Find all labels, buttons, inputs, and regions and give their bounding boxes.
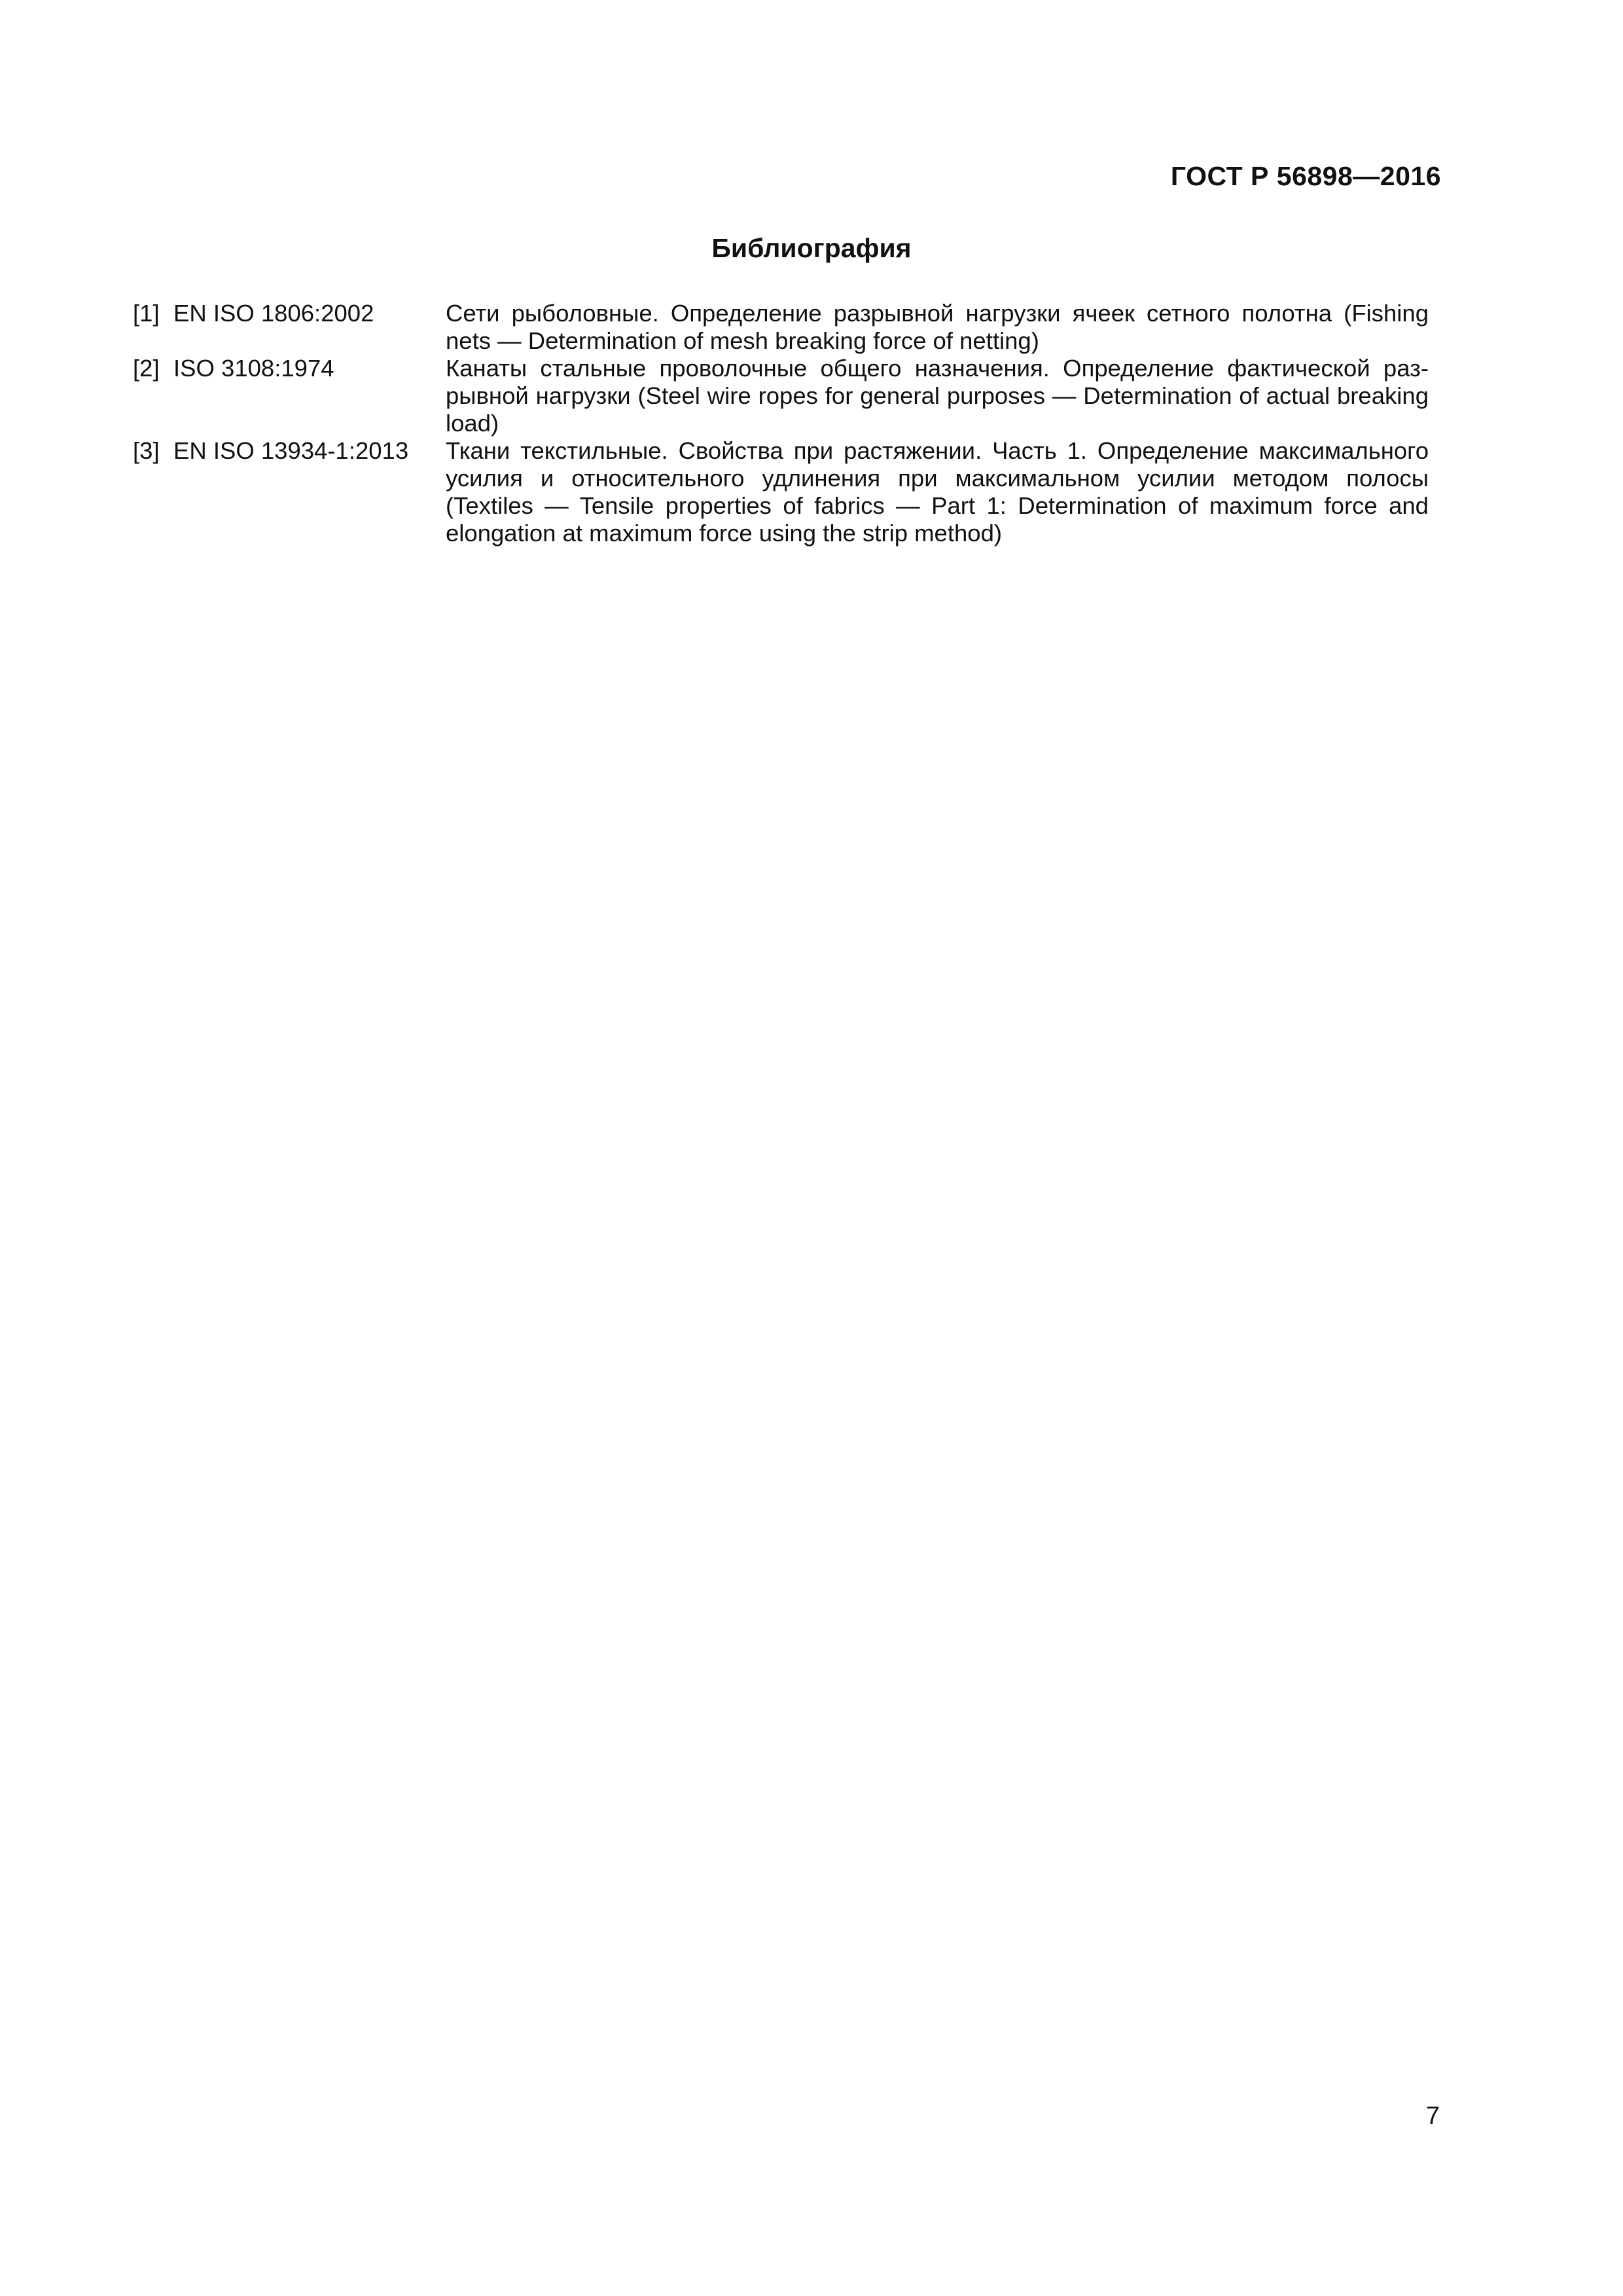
- entry-title: Канаты стальные проволочные общего назначения. Определение фактической разрывной нагрузки (Steel wire ropes for general purposes — Determination of actual breaking load): [446, 355, 1429, 437]
- entry-title: Ткани текстильные. Свойства при растяжении. Часть 1. Определение максимального усилия и относительного удлинения при максимальном усилии методом полосы (Textiles — Tensile properties of fabrics — Part 1: Determination of maximum force and elongation at maximum force using the strip method): [446, 437, 1429, 547]
- bibliography-entry: [133, 300, 1432, 355]
- bibliography-title: Библиография: [711, 233, 912, 263]
- bibliography-entry: [133, 355, 1432, 437]
- page-number: 7: [1425, 2102, 1440, 2130]
- entry-standard-code: ISO 3108:1974: [173, 355, 334, 382]
- entry-number: [2]: [133, 355, 160, 382]
- entry-number: [1]: [133, 300, 160, 327]
- entry-number: [3]: [133, 437, 160, 464]
- entry-title: Сети рыболовные. Определение разрывной нагрузки ячеек сетного полотна (Fishing nets — Determination of mesh breaking force of netting): [446, 300, 1429, 354]
- bibliography-list: [133, 300, 1432, 547]
- entry-standard-code: EN ISO 1806:2002: [173, 300, 374, 327]
- entry-standard-code: EN ISO 13934-1:2013: [173, 437, 409, 464]
- bibliography-entry: [133, 437, 1432, 547]
- document-id-header: ГОСТ Р 56898—2016: [1170, 161, 1441, 191]
